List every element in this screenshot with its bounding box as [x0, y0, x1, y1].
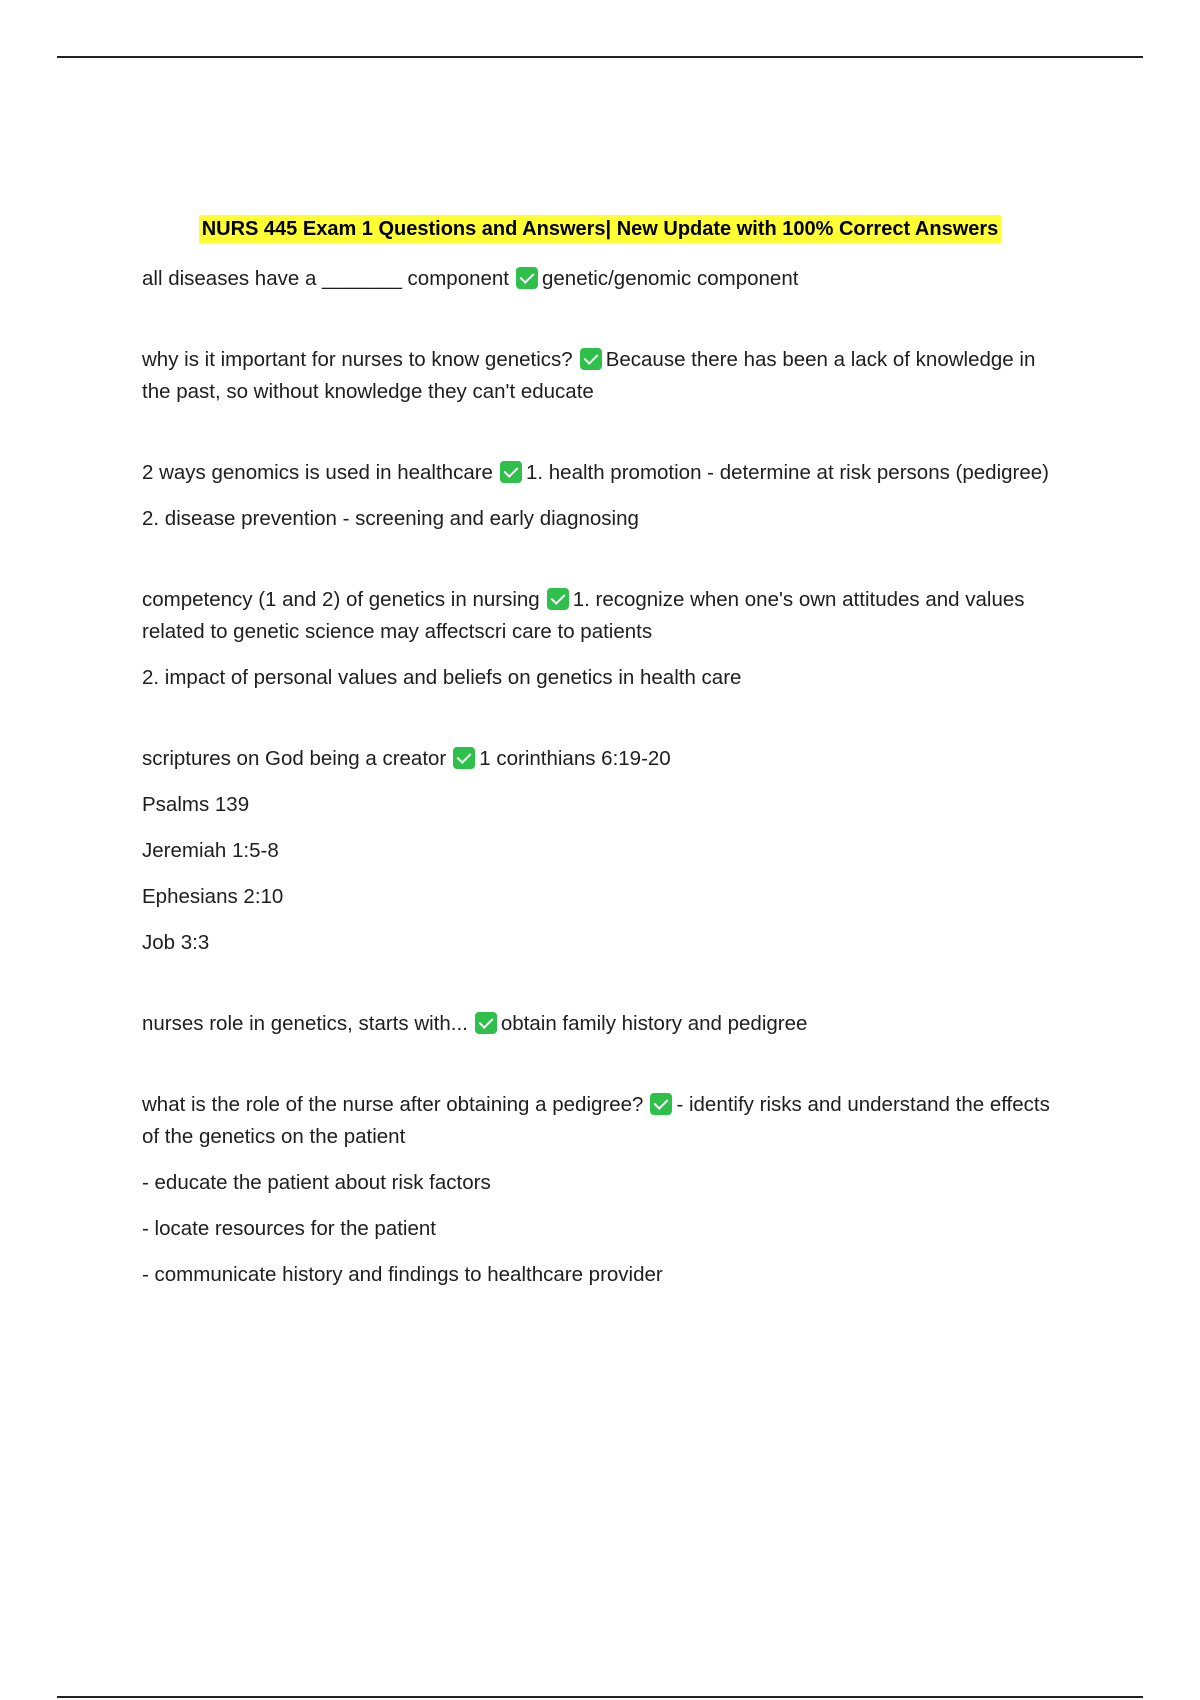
qa-item — [142, 344, 1062, 408]
answer-text: 1. health promotion - determine at risk persons (pedigree) — [525, 461, 1049, 484]
answer-text: 1. recognize when one's own attitudes and values related to genetic science may affectscri care to patients — [142, 588, 1025, 643]
answer-text: obtain family history and pedigree — [500, 1012, 808, 1035]
qa-line — [142, 743, 1062, 775]
title-block — [0, 215, 1200, 243]
check-box-icon — [580, 348, 602, 370]
question-text: all diseases have a _______ component — [142, 267, 509, 290]
answer-text: 1 corinthians 6:19-20 — [479, 747, 671, 770]
qa-line — [142, 457, 1062, 489]
question-text: why is it important for nurses to know genetics? — [142, 348, 573, 371]
answer-line: Job 3:3 — [142, 931, 210, 954]
answer-line: 2. impact of personal values and beliefs on genetics in health care — [142, 666, 742, 689]
qa-line — [142, 1089, 1062, 1153]
question-text: 2 ways genomics is used in healthcare — [142, 461, 493, 484]
check-box-icon — [453, 747, 475, 769]
document-title: NURS 445 Exam 1 Questions and Answers| New Update with 100% Correct Answers — [199, 215, 1002, 243]
question-text: scriptures on God being a creator — [142, 747, 447, 770]
answer-line: Psalms 139 — [142, 793, 250, 816]
answer-line: 2. disease prevention - screening and early diagnosing — [142, 507, 639, 530]
answer-line: Ephesians 2:10 — [142, 885, 284, 908]
check-box-icon — [516, 267, 538, 289]
question-text: what is the role of the nurse after obtaining a pedigree? — [142, 1093, 644, 1116]
check-box-icon — [547, 588, 569, 610]
check-box-icon — [650, 1093, 672, 1115]
qa-item — [142, 1089, 1062, 1291]
check-box-icon — [500, 461, 522, 483]
answer-line: Jeremiah 1:5-8 — [142, 839, 279, 862]
check-box-icon — [475, 1012, 497, 1034]
question-text: nurses role in genetics, starts with... — [142, 1012, 468, 1035]
qa-item — [142, 584, 1062, 694]
qa-line — [142, 263, 1062, 295]
answer-text: Because there has been a lack of knowledge in the past, so without knowledge they can't educate — [142, 348, 1036, 403]
qa-item — [142, 743, 1062, 959]
answer-line: - locate resources for the patient — [142, 1217, 436, 1240]
footer-rule — [57, 1696, 1143, 1698]
qa-line — [142, 584, 1062, 648]
qa-item — [142, 457, 1062, 535]
qa-line — [142, 1008, 1062, 1040]
answer-line: - communicate history and findings to healthcare provider — [142, 1263, 663, 1286]
answer-text: genetic/genomic component — [542, 267, 799, 290]
answer-text: - identify risks and understand the effects of the genetics on the patient — [142, 1093, 1050, 1148]
qa-list — [142, 263, 1062, 1340]
qa-item — [142, 1008, 1062, 1040]
qa-line — [142, 344, 1062, 408]
header-rule — [57, 56, 1143, 58]
question-text: competency (1 and 2) of genetics in nursing — [142, 588, 540, 611]
qa-item — [142, 263, 1062, 295]
answer-line: - educate the patient about risk factors — [142, 1171, 491, 1194]
